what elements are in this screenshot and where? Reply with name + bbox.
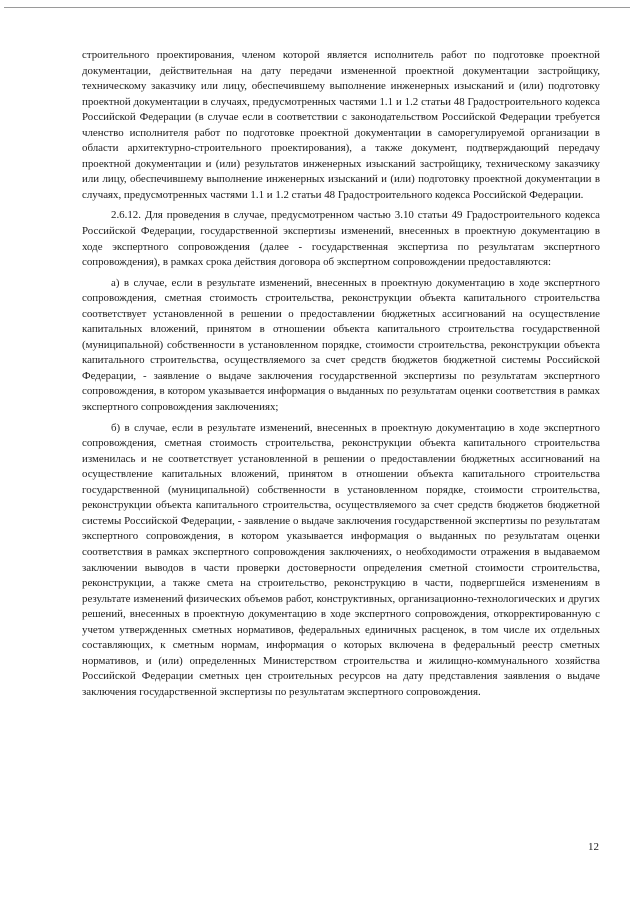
scan-edge-line xyxy=(4,7,630,8)
page-number: 12 xyxy=(588,841,599,853)
paragraph-subclause-b: б) в случае, если в результате изменений, внесенных в проектную документацию в ходе экспертного сопровождения, сметная стоимость строительства, реконструкции объекта капитального строительства изменилась и не соответствует установленной в решении о предоставлении бюджетных ассигнований на осуществление капитальных вложений, принятом в отношении объекта капитального строительства государственной (муниципальной) собственности в установленном порядке, стоимости строительства, реконструкции объекта капитального строительства, осуществляемого за счет средств бюджетов бюджетной системы Российской Федерации, - заявление о выдаче заключения государственной экспертизы по результатам экспертного сопровождения, в котором указывается информация о выданных по результатам оценки соответствия в рамках экспертного сопровождения заключениях, о необходимости отражения в выдаваемом заключении выводов в части проверки достоверности определения сметной стоимости строительства, реконструкции, а также смета на строительство, реконструкцию в части, подвергшейся изменениям в результате изменений физических объемов работ, конструктивных, организационно-технологических и других решений, внесенных в проектную документацию в ходе экспертного сопровождения, откорректированную с учетом утвержденных сметных нормативов, федеральных единичных расценок, в том числе их отдельных составляющих, к сметным нормам, информация о которых включена в федеральный реестр сметных нормативов, и (или) определенных Министерством строительства и жилищно-коммунального хозяйства Российской Федерации сметных цен строительных ресурсов на дату представления заявления о выдаче заключения государственной экспертизы по результатам экспертного сопровождения. xyxy=(82,421,600,698)
paragraph-continuation: строительного проектирования, членом которой является исполнитель работ по подготовке проектной документации, действительная на дату передачи измененной проектной документации застройщику, техническому заказчику или лицу, обеспечившему выполнение инженерных изысканий и (или) подготовку проектной документации в случаях, предусмотренных частями 1.1 и 1.2 статьи 48 Градостроительного кодекса Российской Федерации (в случае если в соответствии с законодательством Российской Федерации требуется членство исполнителя работ по подготовке проектной документации в саморегулируемой организации в области архитектурно-строительного проектирования), а также документ, подтверждающий передачу проектной документации и (или) результатов инженерных изысканий застройщику, техническому заказчику или лицу, обеспечившему выполнение инженерных изысканий и (или) подготовку проектной документации в случаях, предусмотренных частями 1.1 и 1.2 статьи 48 Градостроительного кодекса Российской Федерации. xyxy=(82,49,600,201)
paragraph-subclause-a: а) в случае, если в результате изменений, внесенных в проектную документацию в ходе экспертного сопровождения, сметная стоимость строительства, реконструкции объекта капитального строительства соответствует установленной в решении о предоставлении бюджетных ассигнований на осуществление капитальных вложений, принятом в отношении объекта капитального строительства государственной (муниципальной) собственности в установленном порядке, стоимости строительства, реконструкции объекта капитального строительства, осуществляемого за счет средств бюджетов бюджетной системы Российской Федерации, - заявление о выдаче заключения государственной экспертизы по результатам экспертного сопровождения, в котором указывается информация о выданных по результатам оценки соответствия в рамках экспертного сопровождения заключениях; xyxy=(82,276,600,414)
document-page xyxy=(82,48,600,705)
paragraph-clause-2-6-12: 2.6.12. Для проведения в случае, предусмотренном частью 3.10 статьи 49 Градостроительного кодекса Российской Федерации, государственной экспертизы изменений, внесенных в проектную документацию в ходе экспертного сопровождения (далее - государственная экспертиза по результатам экспертного сопровождения), в рамках срока действия договора об экспертном сопровождении предоставляются: xyxy=(82,209,600,269)
